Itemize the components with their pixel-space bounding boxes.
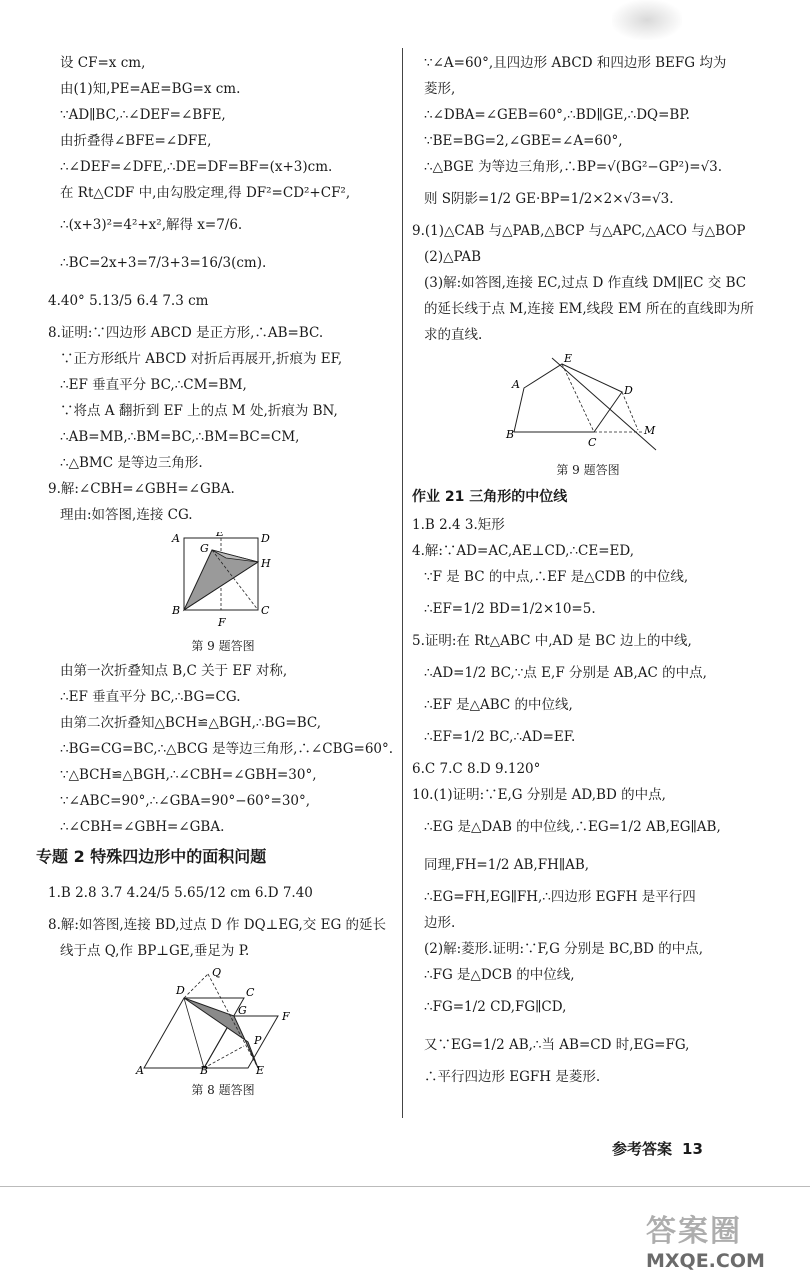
text-line: 由第二次折叠知△BCH≌△BGH,∴BG=BC, <box>60 715 322 731</box>
text-line: 设 CF=x cm, <box>60 55 146 71</box>
label-e: E <box>216 532 225 539</box>
label-f: F <box>282 1010 290 1023</box>
text-line: ∴∠CBH=∠GBH=∠GBA. <box>60 819 225 835</box>
figure-caption: 第 9 题答图 <box>556 463 620 477</box>
label-a: A <box>172 532 180 545</box>
label-a: A <box>136 1064 144 1076</box>
text-line: (2)解:菱形.证明:∵F,G 分别是 BC,BD 的中点, <box>424 941 704 957</box>
text-line: 的延长线于点 M,连接 EM,线段 EM 所在的直线即为所 <box>424 301 754 317</box>
text-line: 6.C 7.C 8.D 9.120° <box>412 761 541 777</box>
label-d: D <box>624 384 633 397</box>
text-line: ∴∠DEF=∠DFE,∴DE=DF=BF=(x+3)cm. <box>60 159 333 175</box>
label-c: C <box>246 986 255 999</box>
label-b: B <box>506 428 515 441</box>
text-line: 5.证明:在 Rt△ABC 中,AD 是 BC 边上的中线, <box>412 633 692 649</box>
text-line: ∴EG=FH,EG∥FH,∴四边形 EGFH 是平行四 <box>424 889 696 905</box>
label-g: G <box>238 1004 247 1017</box>
text-line: ∵△BCH≌△BGH,∴∠CBH=∠GBH=30°, <box>60 767 317 783</box>
rhombus-diagram <box>48 968 398 1076</box>
text-line: 1.B 2.4 3.矩形 <box>412 517 505 533</box>
footer-label: 参考答案 <box>612 1140 673 1158</box>
figure-q9-pentagon <box>412 352 764 480</box>
text-line: ∴(x+3)²=4²+x²,解得 x=7/6. <box>60 217 243 233</box>
text-line: ∴△BMC 是等边三角形. <box>60 455 203 471</box>
watermark-domain: MXQE.COM <box>646 1250 765 1272</box>
text-line: ∴AD=1/2 BC,∵点 E,F 分别是 AB,AC 的中点, <box>424 665 707 681</box>
label-m: M <box>644 424 656 437</box>
page-number: 13 <box>682 1140 703 1158</box>
figure-caption: 第 9 题答图 <box>191 639 255 653</box>
text-line: ∵F 是 BC 的中点,∴EF 是△CDB 的中位线, <box>424 569 689 585</box>
text-line: 由第一次折叠知点 B,C 关于 EF 对称, <box>60 663 288 679</box>
label-b: B <box>172 604 181 617</box>
text-line: (3)解:如答图,连接 EC,过点 D 作直线 DM∥EC 交 BC <box>424 275 747 291</box>
scan-shadow <box>612 0 682 40</box>
section-title-midline: 作业 21 三角形的中位线 <box>412 489 568 505</box>
text-line: ∴EG 是△DAB 的中位线,∴EG=1/2 AB,EG∥AB, <box>424 819 721 835</box>
text-line: 则 S阴影=1/2 GE·BP=1/2×2×√3=√3. <box>424 191 674 207</box>
watermark-logo-text: 答案圈 <box>646 1214 742 1249</box>
label-d: D <box>261 532 270 545</box>
text-line: 4.40° 5.13/5 6.4 7.3 cm <box>48 293 209 309</box>
text-line: 求的直线. <box>424 327 483 343</box>
label-f: F <box>218 616 226 629</box>
figure-caption: 第 8 题答图 <box>191 1083 255 1097</box>
column-divider <box>402 48 403 1118</box>
bottom-rule <box>0 1186 810 1187</box>
text-line: ∴BC=2x+3=7/3+3=16/3(cm). <box>60 255 267 271</box>
section-title-special-quadrilateral-area: 专题 2 特殊四边形中的面积问题 <box>36 847 267 866</box>
text-line: ∴EF 是△ABC 的中位线, <box>424 697 573 713</box>
text-line: ∴△BGE 为等边三角形,∴BP=√(BG²−GP²)=√3. <box>424 159 723 175</box>
square-fold-diagram <box>48 532 398 632</box>
text-line: (2)△PAB <box>424 249 482 265</box>
text-line: ∴EF=1/2 BC,∴AD=EF. <box>424 729 576 745</box>
text-line: ∴AB=MB,∴BM=BC,∴BM=BC=CM, <box>60 429 300 445</box>
figure-q8-rhombus <box>48 968 398 1100</box>
text-line: ∴平行四边形 EGFH 是菱形. <box>424 1069 601 1085</box>
label-b: B <box>200 1064 209 1076</box>
text-line: ∵∠ABC=90°,∴∠GBA=90°−60°=30°, <box>60 793 311 809</box>
text-line: ∵∠A=60°,且四边形 ABCD 和四边形 BEFG 均为 <box>424 55 727 71</box>
page-footer <box>612 1138 703 1159</box>
text-line: 10.(1)证明:∵E,G 分别是 AD,BD 的中点, <box>412 787 666 803</box>
label-a: A <box>512 378 520 391</box>
text-line: 4.解:∵AD=AC,AE⊥CD,∴CE=ED, <box>412 543 635 559</box>
text-line: ∵将点 A 翻折到 EF 上的点 M 处,折痕为 BN, <box>60 403 338 419</box>
label-e: E <box>256 1064 265 1076</box>
text-line: 菱形, <box>424 81 456 97</box>
text-line: 1.B 2.8 3.7 4.24/5 5.65/12 cm 6.D 7.40 <box>48 885 313 901</box>
label-d: D <box>176 984 185 997</box>
text-line: 8.解:如答图,连接 BD,过点 D 作 DQ⊥EG,交 EG 的延长 <box>48 917 387 933</box>
text-line: ∴FG 是△DCB 的中位线, <box>424 967 575 983</box>
text-line: 由折叠得∠BFE=∠DFE, <box>60 133 212 149</box>
text-line: ∴EF 垂直平分 BC,∴CM=BM, <box>60 377 247 393</box>
text-line: 8.证明:∵四边形 ABCD 是正方形,∴AB=BC. <box>48 325 324 341</box>
text-line: 又∵EG=1/2 AB,∴当 AB=CD 时,EG=FG, <box>424 1037 690 1053</box>
text-line: ∴BG=CG=BC,∴△BCG 是等边三角形,∴∠CBG=60°. <box>60 741 394 757</box>
text-line: ∴FG=1/2 CD,FG∥CD, <box>424 999 567 1015</box>
text-line: ∴∠DBA=∠GEB=60°,∴BD∥GE,∴DQ=BP. <box>424 107 690 123</box>
text-line: ∵正方形纸片 ABCD 对折后再展开,折痕为 EF, <box>60 351 343 367</box>
text-line: 由(1)知,PE=AE=BG=x cm. <box>60 81 241 97</box>
label-c: C <box>588 436 597 449</box>
text-line: ∵AD∥BC,∴∠DEF=∠BFE, <box>60 107 226 123</box>
label-p: P <box>254 1034 262 1047</box>
text-line: 理由:如答图,连接 CG. <box>60 507 193 523</box>
text-line: 边形. <box>424 915 456 931</box>
label-h: H <box>261 557 271 570</box>
text-line: 线于点 Q,作 BP⊥GE,垂足为 P. <box>60 943 250 959</box>
label-q: Q <box>212 968 222 979</box>
text-line: ∴EF 垂直平分 BC,∴BG=CG. <box>60 689 241 705</box>
label-c: C <box>261 604 270 617</box>
label-e: E <box>564 352 573 365</box>
right-column <box>412 50 764 1090</box>
text-line: ∵BE=BG=2,∠GBE=∠A=60°, <box>424 133 623 149</box>
figure-q9-square-fold <box>48 532 398 656</box>
pentagon-diagram <box>412 352 764 456</box>
text-line: 9.(1)△CAB 与△PAB,△BCP 与△APC,△ACO 与△BOP <box>412 223 746 239</box>
text-line: 9.解:∠CBH=∠GBH=∠GBA. <box>48 481 235 497</box>
text-line: 同理,FH=1/2 AB,FH∥AB, <box>424 857 590 873</box>
label-g: G <box>200 542 209 555</box>
site-watermark <box>646 1214 796 1274</box>
left-column <box>36 50 398 1102</box>
text-line: ∴EF=1/2 BD=1/2×10=5. <box>424 601 596 617</box>
text-line: 在 Rt△CDF 中,由勾股定理,得 DF²=CD²+CF², <box>60 185 351 201</box>
